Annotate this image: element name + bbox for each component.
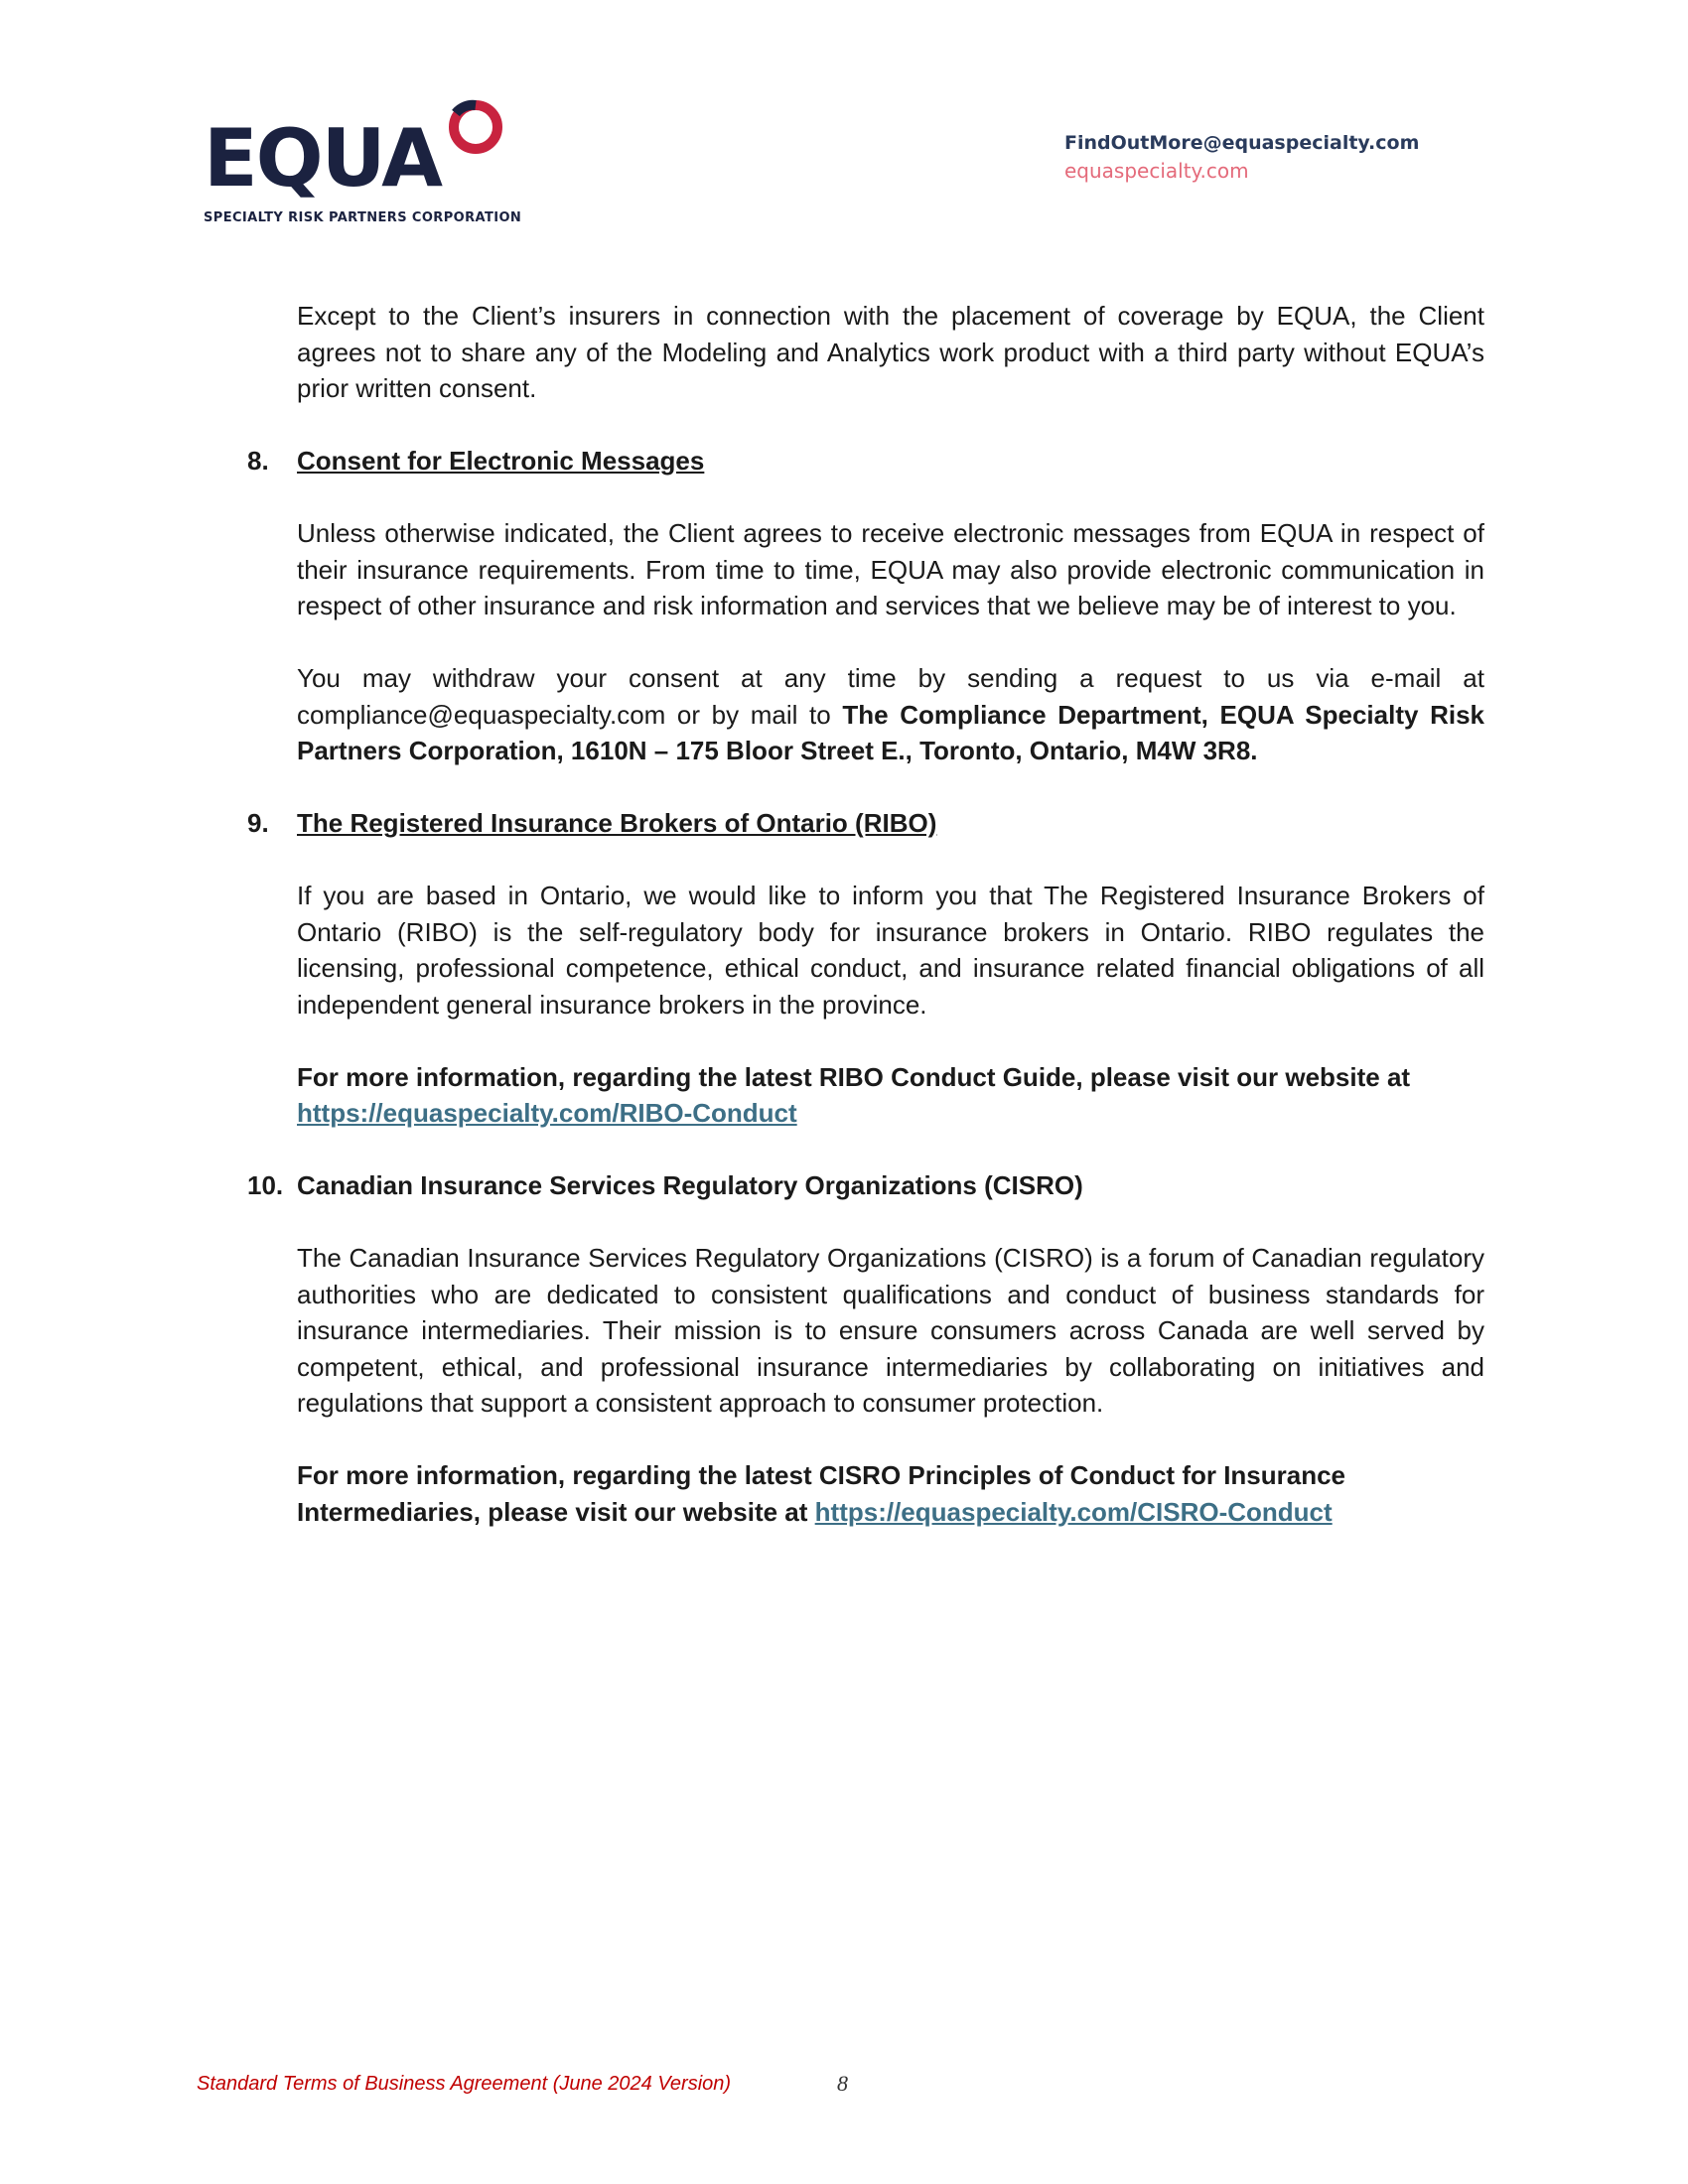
cisro-more-info-line-1: For more information, regarding the latest CISRO Principles of Conduct for Insurance bbox=[297, 1460, 1346, 1490]
section-8-heading bbox=[247, 443, 1484, 479]
section-8-title: Consent for Electronic Messages bbox=[297, 446, 705, 476]
logo-tagline: SPECIALTY RISK PARTNERS CORPORATION bbox=[204, 210, 522, 225]
section-10-title: Canadian Insurance Services Regulatory Organizations (CISRO) bbox=[297, 1170, 1083, 1200]
section-8-paragraph-1: Unless otherwise indicated, the Client agrees to receive electronic messages from EQUA in respect of their insurance requirements. From time to time, EQUA may also provide electronic communication in respect of other insurance and risk information and services that we believe may be of interest to you. bbox=[297, 518, 1484, 620]
document-body bbox=[0, 298, 1688, 1530]
cisro-more-info-line-2: Intermediaries, please visit our website at bbox=[297, 1496, 815, 1527]
section-8-number: 8. bbox=[247, 446, 269, 476]
section-9-heading bbox=[247, 805, 1484, 842]
footer-page-number: 8 bbox=[837, 2071, 848, 2096]
contact-website-link[interactable]: equaspecialty.com bbox=[1064, 159, 1249, 183]
intro-paragraph: Except to the Client’s insurers in connection with the placement of coverage by EQUA, the Client agrees not to share any of the Modeling and Analytics work product with a third party without EQUA’s prior written consent. bbox=[297, 301, 1484, 403]
contact-email-link[interactable]: FindOutMore@equaspecialty.com bbox=[1064, 132, 1420, 154]
compliance-address: The Compliance Department, EQUA Specialty Risk Partners Corporation, 1610N – 175 Bloor Street E., Toronto, Ontario, M4W 3R8. bbox=[297, 699, 1484, 765]
section-10-more-info bbox=[297, 1457, 1484, 1530]
section-8-paragraph-2 bbox=[297, 660, 1484, 769]
header-contact bbox=[1064, 129, 1419, 185]
ribo-more-info-text: For more information, regarding the latest RIBO Conduct Guide, please visit our website at bbox=[297, 1061, 1411, 1092]
logo-ring-icon bbox=[446, 97, 505, 157]
logo-wordmark: EQUA bbox=[204, 112, 442, 205]
ribo-conduct-link[interactable]: https://equaspecialty.com/RIBO-Conduct bbox=[297, 1098, 797, 1128]
footer-document-title: Standard Terms of Business Agreement (June 2024 Version) bbox=[197, 2073, 732, 2095]
section-9-number: 9. bbox=[247, 808, 269, 838]
section-10-number: 10. bbox=[247, 1170, 284, 1200]
company-logo bbox=[204, 97, 521, 228]
cisro-conduct-link[interactable]: https://equaspecialty.com/CISRO-Conduct bbox=[814, 1496, 1333, 1527]
section-9-title: The Registered Insurance Brokers of Ontario (RIBO) bbox=[297, 808, 937, 838]
section-10-heading bbox=[247, 1167, 1484, 1204]
section-8-consent-text: You may withdraw your consent at any time by sending a request to us via e-mail at compliance@equaspecialty.com or by mail to bbox=[297, 663, 1484, 730]
page-footer bbox=[197, 2073, 892, 2103]
section-10-paragraph-1: The Canadian Insurance Services Regulatory Organizations (CISRO) is a forum of Canadian regulatory authorities who are dedicated to consistent qualifications and conduct of business standards for insurance intermediaries. Their mission is to ensure consumers across Canada are well served by competent, ethical, and professional insurance intermediaries by collaborating on initiatives and regulations that support a consistent approach to consumer protection. bbox=[297, 1243, 1484, 1418]
section-9-more-info bbox=[297, 1059, 1484, 1132]
section-9-paragraph-1: If you are based in Ontario, we would like to inform you that The Registered Insurance Brokers of Ontario (RIBO) is the self-regulatory body for insurance brokers in Ontario. RIBO regulates the licensing, professional competence, ethical conduct, and insurance related financial obligations of all independent general insurance brokers in the province. bbox=[297, 881, 1484, 1020]
